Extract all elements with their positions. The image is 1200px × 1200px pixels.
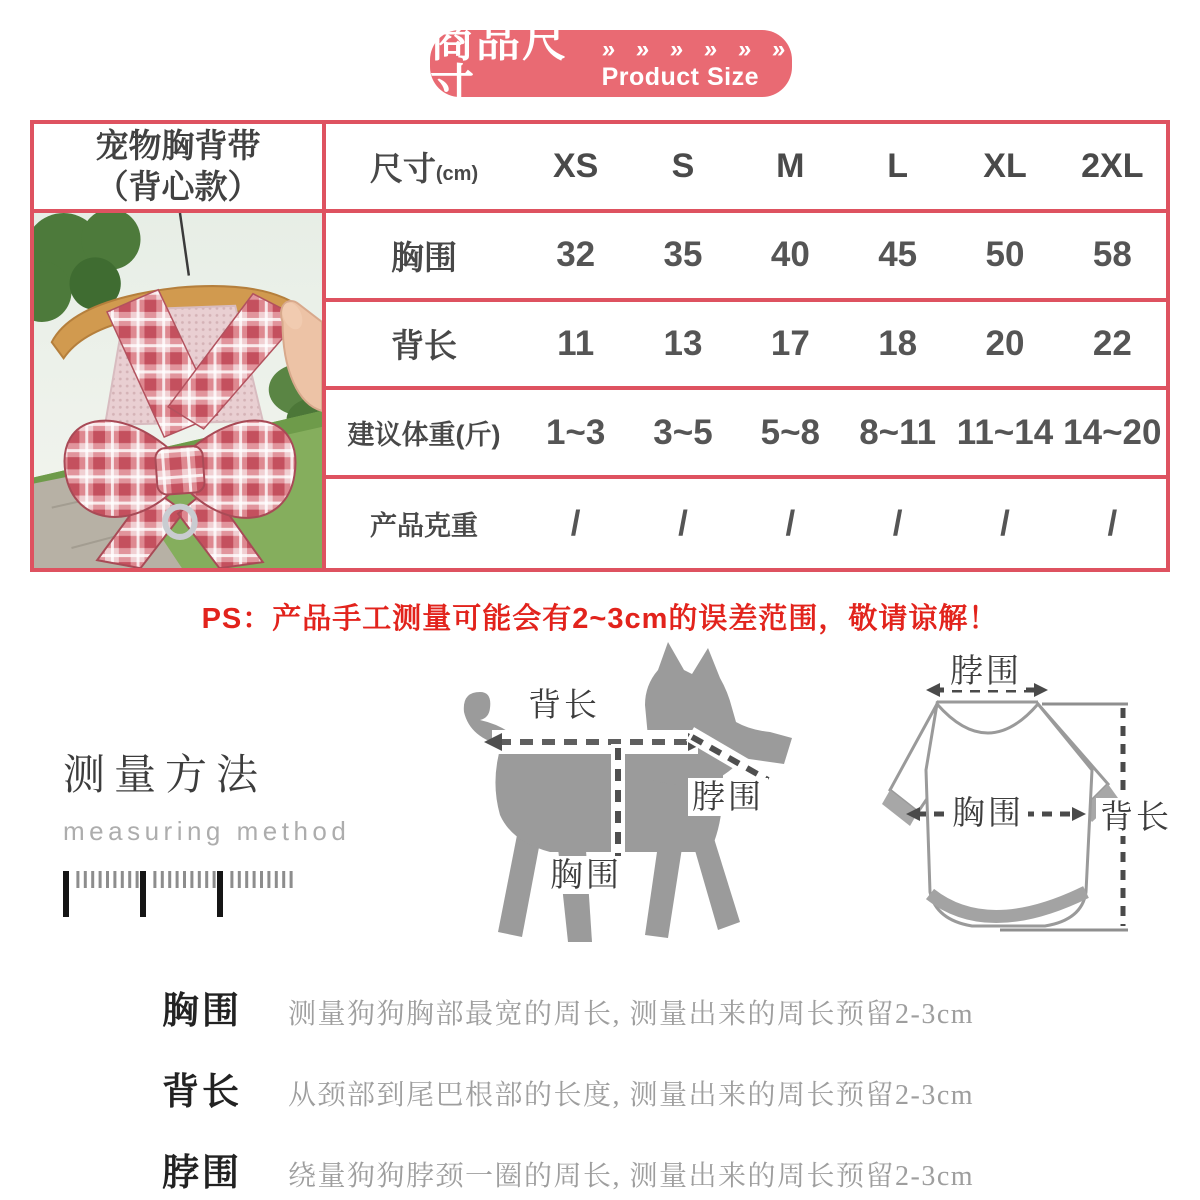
cell-value: 3~5	[653, 412, 713, 452]
glossary-description: 绕量狗狗脖颈一圈的周长, 测量出来的周长预留2-3cm	[288, 1161, 975, 1192]
cell-value: 35	[663, 235, 703, 275]
cell-value: /	[892, 503, 903, 543]
product-size-banner	[430, 16, 794, 110]
glossary-term: 背长	[162, 1072, 242, 1113]
shirt-back-length-label: 背长	[1096, 798, 1176, 836]
col-s: S	[671, 146, 695, 185]
banner-subtitle: Product Size	[601, 62, 759, 91]
col-l: L	[887, 146, 909, 185]
cell-value: 17	[770, 323, 810, 363]
dog-back-length-label: 背长	[524, 686, 604, 724]
cell-value: /	[570, 503, 581, 543]
product-photo	[34, 213, 322, 568]
shirt-neck-girth-label: 脖围	[946, 652, 1026, 690]
glossary-description: 从颈部到尾巴根部的长度, 测量出来的周长预留2-3cm	[288, 1080, 975, 1111]
glossary-row-neck	[162, 1142, 974, 1196]
cell-value: 13	[663, 323, 703, 363]
row-label-gram: 产品克重	[370, 511, 478, 542]
product-name-line1: 宠物胸背带	[95, 127, 261, 165]
measuring-method-title: 测量方法	[63, 751, 268, 798]
shirt-chest-girth-label: 胸围	[948, 794, 1028, 832]
cell-value: 32	[556, 235, 596, 275]
cell-value: 8~11	[859, 412, 937, 452]
size-table-left-column	[34, 124, 326, 568]
glossary-term: 胸围	[162, 991, 242, 1032]
dog-chest-girth-label: 胸围	[546, 856, 626, 894]
measurement-glossary	[162, 980, 974, 1196]
measurement-tolerance-note: PS：产品手工测量可能会有2~3cm的误差范围，敬请谅解！	[201, 603, 999, 635]
cell-value: 18	[878, 323, 918, 363]
cell-value: 58	[1092, 235, 1132, 275]
banner-right	[600, 35, 794, 91]
table-row-back-length	[326, 302, 1166, 391]
size-table	[30, 120, 1170, 572]
col-xs: XS	[552, 146, 599, 185]
chevrons-icon: » » » » » »	[600, 35, 794, 63]
cell-value: 40	[770, 235, 810, 275]
cell-value: 5~8	[760, 412, 821, 452]
cell-value: 11	[557, 323, 595, 363]
cell-value: 45	[878, 235, 918, 275]
row-label-chest: 胸围	[391, 238, 457, 276]
product-name-cell	[34, 124, 322, 213]
cell-value: 50	[985, 235, 1025, 275]
size-table-grid	[326, 124, 1166, 568]
header-size-label	[326, 143, 522, 190]
dog-measurement-diagram	[440, 630, 860, 960]
cell-value: 22	[1092, 323, 1132, 363]
col-m: M	[776, 146, 805, 185]
glossary-row-back	[162, 1061, 974, 1115]
measuring-method-block	[63, 742, 350, 926]
size-word: 尺寸	[369, 149, 436, 187]
shirt-measurement-diagram	[860, 648, 1200, 948]
col-xl: XL	[983, 146, 1027, 185]
size-unit: (cm)	[435, 162, 479, 185]
measuring-method-subtitle: measuring method	[63, 816, 351, 846]
glossary-term: 脖围	[162, 1153, 242, 1194]
table-row-gram-weight	[326, 479, 1166, 568]
row-label-weight: 建议体重(斤)	[347, 420, 501, 451]
ruler-icon	[63, 871, 295, 921]
cell-value: /	[1000, 503, 1010, 543]
dog-neck-girth-label: 脖围	[688, 778, 768, 816]
banner-title: 商品尺寸	[430, 16, 568, 110]
table-row-weight	[326, 390, 1166, 479]
row-label-back: 背长	[391, 327, 457, 365]
dog-silhouette	[440, 630, 860, 960]
pet-harness-photo-illustration	[34, 213, 322, 568]
col-2xl: 2XL	[1081, 146, 1144, 185]
cell-value: 11~14	[956, 412, 1054, 452]
cell-value: /	[785, 503, 796, 543]
glossary-description: 测量狗狗胸部最宽的周长, 测量出来的周长预留2-3cm	[288, 999, 975, 1030]
cell-value: 1~3	[545, 412, 606, 452]
table-header-row	[326, 124, 1166, 213]
glossary-row-chest	[162, 980, 974, 1034]
cell-value: /	[1107, 503, 1118, 543]
cell-value: 14~20	[1063, 412, 1162, 452]
product-name-line2: （背心款）	[95, 168, 261, 206]
table-row-chest	[326, 213, 1166, 302]
cell-value: /	[678, 503, 688, 543]
cell-value: 20	[985, 323, 1025, 363]
